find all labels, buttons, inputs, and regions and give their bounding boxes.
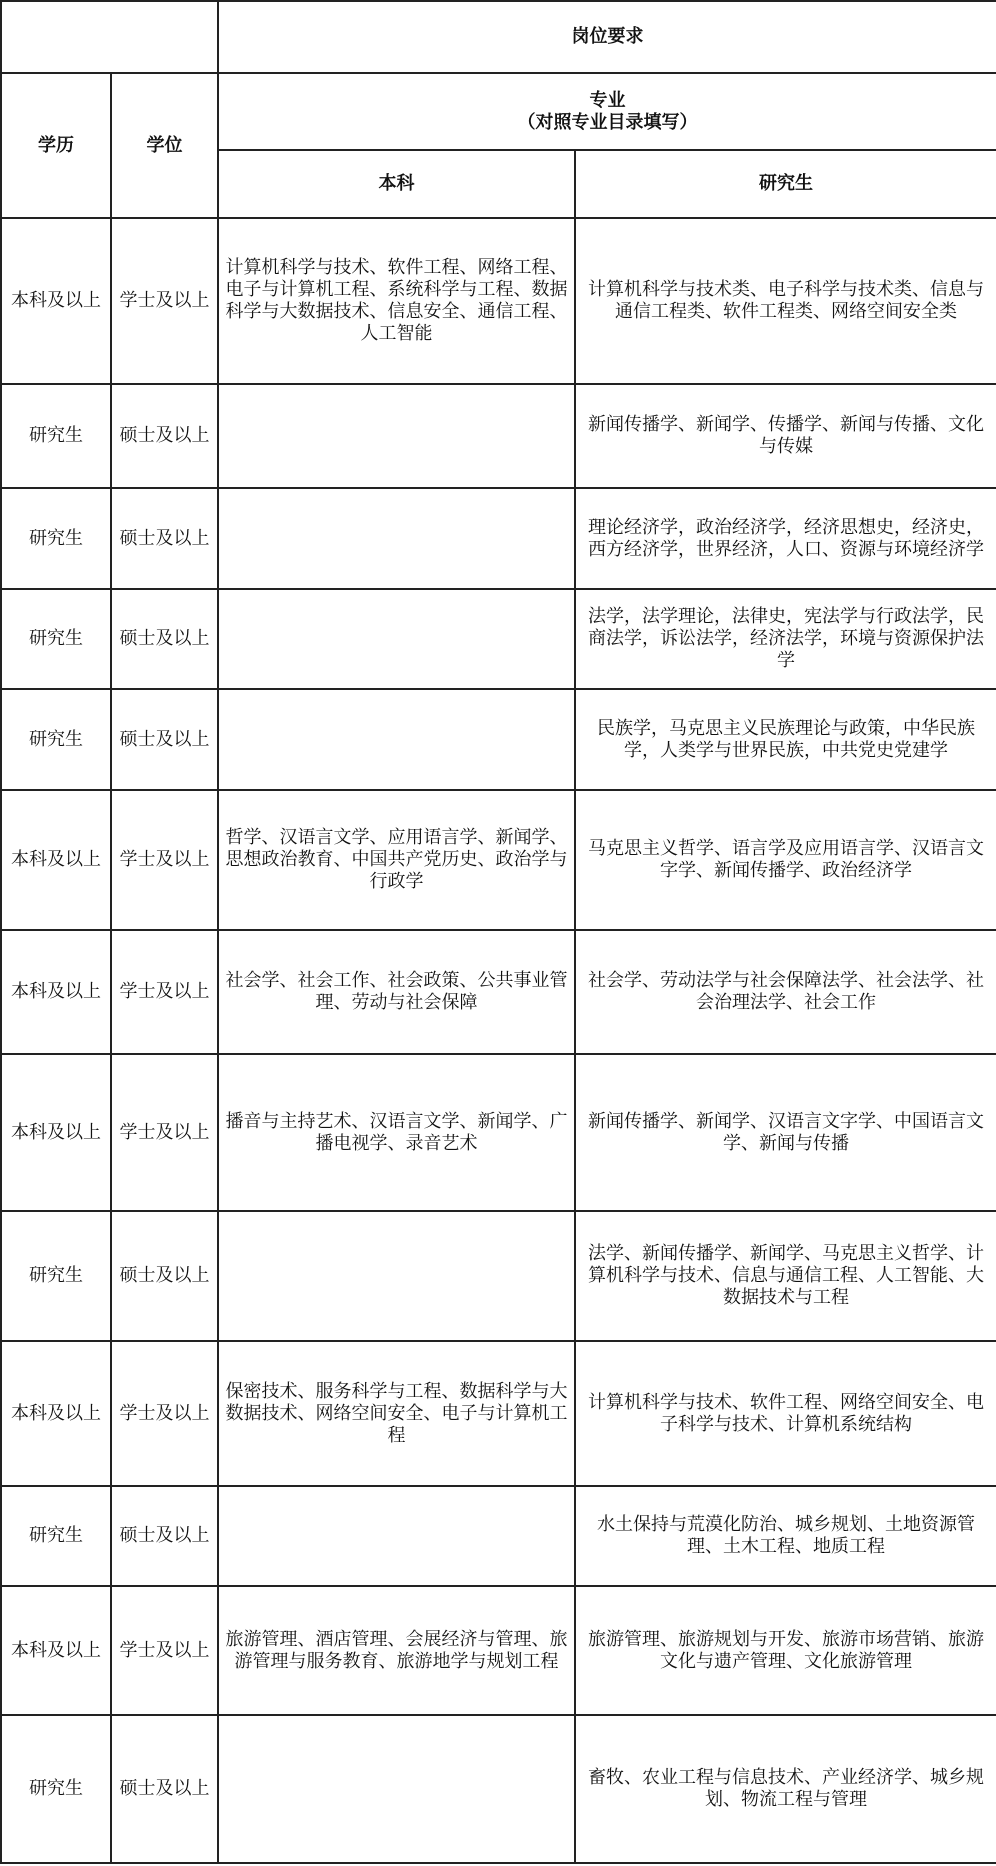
cell-graduate-major: 理论经济学，政治经济学，经济思想史，经济史，西方经济学，世界经济，人口、资源与环境经济学 — [575, 488, 996, 589]
cell-education: 本科及以上 — [1, 930, 111, 1054]
cell-degree: 学士及以上 — [111, 1054, 218, 1211]
cell-education: 研究生 — [1, 1715, 111, 1863]
cell-education: 研究生 — [1, 1486, 111, 1586]
table-row — [1, 1715, 996, 1863]
cell-undergrad-major: 哲学、汉语言文学、应用语言学、新闻学、思想政治教育、中国共产党历史、政治学与行政学 — [218, 790, 575, 930]
cell-degree: 硕士及以上 — [111, 1715, 218, 1863]
cell-degree: 学士及以上 — [111, 218, 218, 384]
cell-education: 研究生 — [1, 1211, 111, 1341]
cell-undergrad-major — [218, 1211, 575, 1341]
cell-education: 研究生 — [1, 589, 111, 689]
cell-education: 研究生 — [1, 384, 111, 488]
header-education: 学历 — [1, 73, 111, 218]
cell-degree: 学士及以上 — [111, 1586, 218, 1715]
table-row — [1, 488, 996, 589]
table-row — [1, 1486, 996, 1586]
cell-education: 研究生 — [1, 488, 111, 589]
cell-degree: 硕士及以上 — [111, 1486, 218, 1586]
cell-undergrad-major — [218, 488, 575, 589]
cell-graduate-major: 水土保持与荒漠化防治、城乡规划、土地资源管理、土木工程、地质工程 — [575, 1486, 996, 1586]
header-graduate: 研究生 — [575, 150, 996, 218]
cell-education: 本科及以上 — [1, 1586, 111, 1715]
table-body — [1, 218, 996, 1863]
cell-undergrad-major — [218, 1486, 575, 1586]
cell-degree: 硕士及以上 — [111, 488, 218, 589]
cell-degree: 硕士及以上 — [111, 384, 218, 488]
header-degree: 学位 — [111, 73, 218, 218]
title-row — [1, 1, 996, 73]
cell-graduate-major: 畜牧、农业工程与信息技术、产业经济学、城乡规划、物流工程与管理 — [575, 1715, 996, 1863]
cell-education: 本科及以上 — [1, 790, 111, 930]
table-row — [1, 589, 996, 689]
table-row — [1, 218, 996, 384]
table-title: 岗位要求 — [218, 1, 996, 73]
cell-education: 研究生 — [1, 689, 111, 790]
cell-education: 本科及以上 — [1, 218, 111, 384]
header-row — [1, 73, 996, 150]
cell-undergrad-major — [218, 384, 575, 488]
cell-graduate-major: 计算机科学与技术、软件工程、网络空间安全、电子科学与技术、计算机系统结构 — [575, 1341, 996, 1486]
cell-undergrad-major — [218, 1715, 575, 1863]
header-major: 专业 （对照专业目录填写） — [218, 73, 996, 150]
table-row — [1, 689, 996, 790]
table-row — [1, 790, 996, 930]
cell-education: 本科及以上 — [1, 1341, 111, 1486]
cell-degree: 学士及以上 — [111, 1341, 218, 1486]
table-row — [1, 1341, 996, 1486]
cell-degree: 硕士及以上 — [111, 689, 218, 790]
cell-graduate-major: 法学、新闻传播学、新闻学、马克思主义哲学、计算机科学与技术、信息与通信工程、人工智能、大数据技术与工程 — [575, 1211, 996, 1341]
cell-education: 本科及以上 — [1, 1054, 111, 1211]
table-row — [1, 384, 996, 488]
cell-undergrad-major: 计算机科学与技术、软件工程、网络工程、电子与计算机工程、系统科学与工程、数据科学与大数据技术、信息安全、通信工程、人工智能 — [218, 218, 575, 384]
cell-graduate-major: 新闻传播学、新闻学、传播学、新闻与传播、文化与传媒 — [575, 384, 996, 488]
header-undergrad: 本科 — [218, 150, 575, 218]
cell-undergrad-major — [218, 689, 575, 790]
table-row — [1, 1054, 996, 1211]
cell-graduate-major: 新闻传播学、新闻学、汉语言文字学、中国语言文学、新闻与传播 — [575, 1054, 996, 1211]
cell-graduate-major: 马克思主义哲学、语言学及应用语言学、汉语言文字学、新闻传播学、政治经济学 — [575, 790, 996, 930]
table-row — [1, 1211, 996, 1341]
cell-undergrad-major: 社会学、社会工作、社会政策、公共事业管理、劳动与社会保障 — [218, 930, 575, 1054]
cell-degree: 硕士及以上 — [111, 1211, 218, 1341]
cell-undergrad-major: 旅游管理、酒店管理、会展经济与管理、旅游管理与服务教育、旅游地学与规划工程 — [218, 1586, 575, 1715]
cell-degree: 学士及以上 — [111, 790, 218, 930]
cell-graduate-major: 计算机科学与技术类、电子科学与技术类、信息与通信工程类、软件工程类、网络空间安全类 — [575, 218, 996, 384]
table-row — [1, 930, 996, 1054]
cell-undergrad-major — [218, 589, 575, 689]
cell-undergrad-major: 保密技术、服务科学与工程、数据科学与大数据技术、网络空间安全、电子与计算机工程 — [218, 1341, 575, 1486]
cell-graduate-major: 旅游管理、旅游规划与开发、旅游市场营销、旅游文化与遗产管理、文化旅游管理 — [575, 1586, 996, 1715]
title-blank-cell — [1, 1, 218, 73]
cell-degree: 学士及以上 — [111, 930, 218, 1054]
cell-degree: 硕士及以上 — [111, 589, 218, 689]
table-row — [1, 1586, 996, 1715]
cell-graduate-major: 社会学、劳动法学与社会保障法学、社会法学、社会治理法学、社会工作 — [575, 930, 996, 1054]
cell-undergrad-major: 播音与主持艺术、汉语言文学、新闻学、广播电视学、录音艺术 — [218, 1054, 575, 1211]
cell-graduate-major: 法学，法学理论，法律史，宪法学与行政法学，民商法学，诉讼法学，经济法学，环境与资源保护法学 — [575, 589, 996, 689]
cell-graduate-major: 民族学，马克思主义民族理论与政策，中华民族学，人类学与世界民族，中共党史党建学 — [575, 689, 996, 790]
